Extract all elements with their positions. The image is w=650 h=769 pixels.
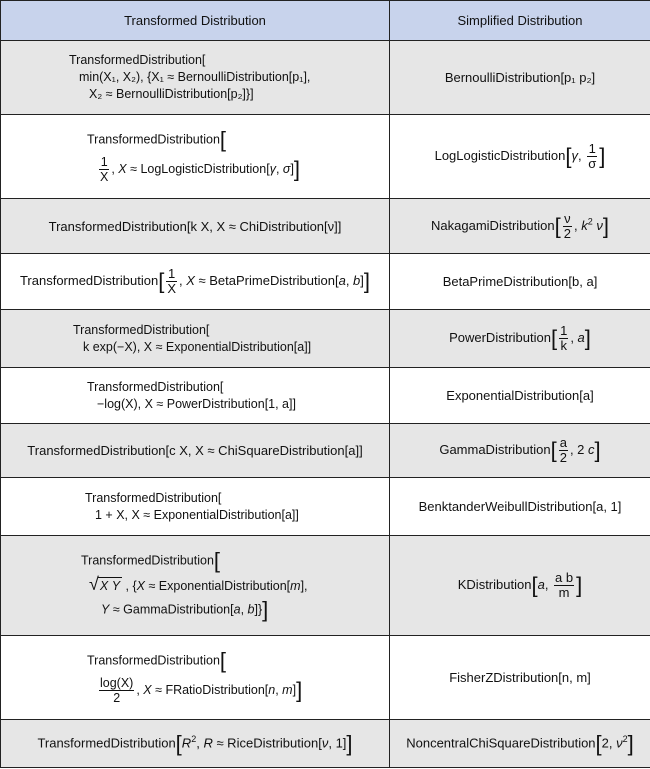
- simplified-cell: ExponentialDistribution[a]: [390, 368, 650, 424]
- formula-line: TransformedDistribution[: [87, 379, 224, 394]
- simplified-cell: BernoulliDistribution[p₁ p₂]: [390, 41, 650, 115]
- formula-line: TransformedDistribution[: [81, 548, 221, 573]
- formula-line: Y ≈ GammaDistribution[a, b]}]: [101, 597, 269, 622]
- simplified-cell: GammaDistribution[ $\frac{a}{2}$ , 2 c]: [390, 424, 650, 478]
- formula-line: −log(X), X ≈ PowerDistribution[1, a]]: [97, 396, 296, 411]
- table-row: [1, 478, 650, 536]
- formula-line: min(X₁, X₂), {X₁ ≈ BernoulliDistribution[p₁],: [79, 70, 311, 84]
- formula-line: TransformedDistribution[: [85, 490, 222, 505]
- transformed-cell: [1, 636, 390, 720]
- simplified-cell: NakagamiDistribution[ $\frac{\nu}{2}$ , $k^2$ ν]: [390, 199, 650, 254]
- formula-line: TransformedDistribution[: [73, 322, 210, 337]
- simplified-cell: FisherZDistribution[n, m]: [390, 636, 650, 720]
- transformed-cell: [1, 536, 390, 636]
- formula-line: 1 + X, X ≈ ExponentialDistribution[a]]: [95, 507, 299, 522]
- formula-line: $\frac{\log(X)}{2}$ , X ≈ FRatioDistribution[n, m]]: [100, 676, 303, 705]
- simplified-cell: BetaPrimeDistribution[b, a]: [390, 254, 650, 310]
- table-row: [1, 720, 650, 768]
- formula-line: TransformedDistribution[: [87, 127, 227, 152]
- table-row: [1, 199, 650, 254]
- transformed-cell: [1, 478, 390, 536]
- transformed-cell: [1, 310, 390, 368]
- formula-line: TransformedDistribution[: [87, 648, 227, 673]
- transformed-cell: TransformedDistribution[k X, X ≈ ChiDistribution[ν]]: [1, 199, 390, 254]
- simplified-cell: NoncentralChiSquareDistribution[2, $\nu^2$]: [390, 720, 650, 768]
- transformed-cell: TransformedDistribution[ $\frac{1}{X}$ , X ≈ BetaPrimeDistribution[a, b]]: [1, 254, 390, 310]
- simplified-cell: KDistribution[a, $\frac{\text{a b}}{m}$ ]: [390, 536, 650, 636]
- table-row: [1, 115, 650, 199]
- table-row: [1, 254, 650, 310]
- table-row: [1, 536, 650, 636]
- table-row: [1, 368, 650, 424]
- table-row: [1, 310, 650, 368]
- transformed-cell: [1, 41, 390, 115]
- simplified-cell: PowerDistribution[ $\frac{1}{k}$ , a]: [390, 310, 650, 368]
- transformed-cell: [1, 368, 390, 424]
- formula-line: √X Y , {X ≈ ExponentialDistribution[m],: [89, 574, 308, 594]
- formula-line: TransformedDistribution[: [69, 53, 206, 67]
- fraction: $\frac{1}{X}$: [100, 155, 109, 184]
- formula-line: X₂ ≈ BernoulliDistribution[p₂]}]: [89, 87, 254, 101]
- transformed-cell: [1, 115, 390, 199]
- simplified-cell: BenktanderWeibullDistribution[a, 1]: [390, 478, 650, 536]
- table-row: [1, 41, 650, 115]
- table-row: [1, 424, 650, 478]
- transformed-cell: $TransformedDistribution[R^2$, R ≈ RiceDistribution[ν, 1]]: [1, 720, 390, 768]
- table-row: [1, 636, 650, 720]
- header-row: [1, 1, 650, 41]
- formula-line: k exp(−X), X ≈ ExponentialDistribution[a]]: [83, 339, 312, 354]
- header-simplified: Simplified Distribution: [390, 1, 650, 41]
- simplified-cell: LogLogisticDistribution[γ, $\frac{1}{\sigma}$ ]: [390, 115, 650, 199]
- formula-line: $\frac{1}{X}$ , X ≈ LogLogisticDistribution[γ, σ]]: [100, 155, 301, 184]
- header-transformed: Transformed Distribution: [1, 1, 390, 41]
- transformed-cell: TransformedDistribution[c X, X ≈ ChiSquareDistribution[a]]: [1, 424, 390, 478]
